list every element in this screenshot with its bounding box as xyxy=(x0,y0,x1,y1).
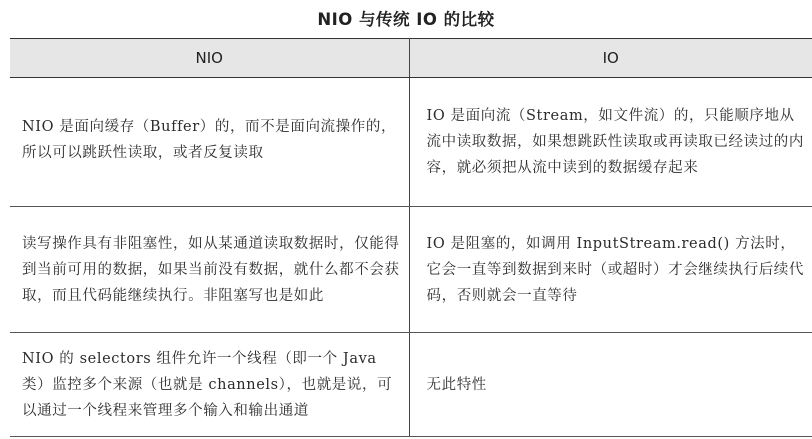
table-row xyxy=(10,333,812,437)
io-cell: IO 是阻塞的，如调用 InputStream.read() 方法时，它会一直等到数据到来时（或超时）才会继续执行后续代码，否则就会一直等待 xyxy=(409,207,812,333)
nio-cell: NIO 的 selectors 组件允许一个线程（即一个 Java 类）监控多个来源（也就是 channels），也就是说，可以通过一个线程来管理多个输入和输出通道 xyxy=(10,333,409,437)
header-io: IO xyxy=(409,39,812,78)
nio-cell: 读写操作具有非阻塞性，如从某通道读取数据时，仅能得到当前可用的数据，如果当前没有数据，就什么都不会获取，而且代码能继续执行。非阻塞写也是如此 xyxy=(10,207,409,333)
nio-cell: NIO 是面向缓存（Buffer）的，而不是面向流操作的，所以可以跳跃性读取，或者反复读取 xyxy=(10,78,409,207)
table-header-row xyxy=(10,39,812,78)
header-nio: NIO xyxy=(10,39,409,78)
table-row xyxy=(10,78,812,207)
io-cell: IO 是面向流（Stream，如文件流）的，只能顺序地从流中读取数据，如果想跳跃性读取或再读取已经读过的内容，就必须把从流中读到的数据缓存起来 xyxy=(409,78,812,207)
io-cell: 无此特性 xyxy=(409,333,812,437)
table-title: NIO 与传统 IO 的比较 xyxy=(317,10,495,29)
table-row xyxy=(10,207,812,333)
comparison-table xyxy=(10,38,812,437)
